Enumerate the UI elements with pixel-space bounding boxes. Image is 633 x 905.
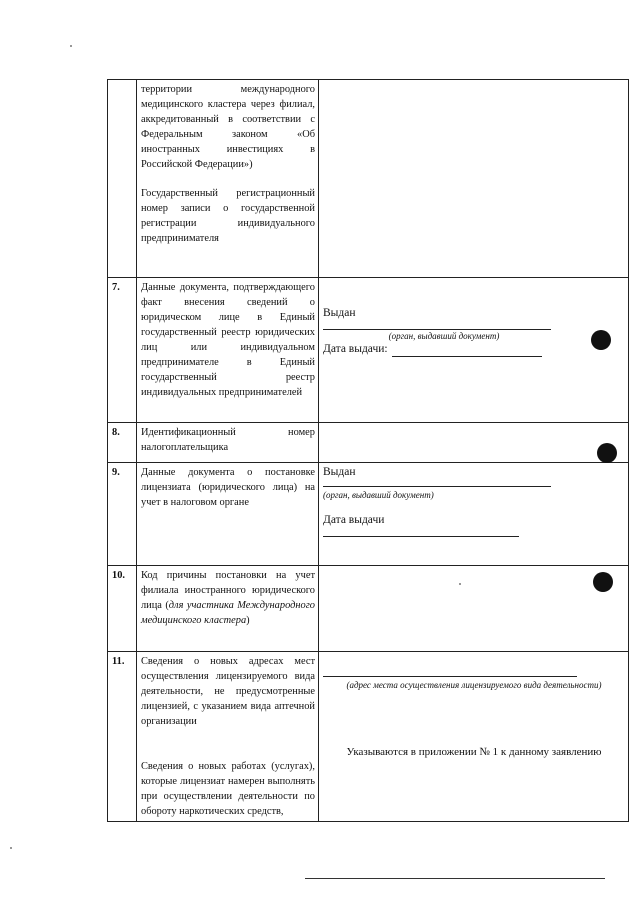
appendix-note: Указываются в приложении № 1 к данному заявлению: [346, 746, 602, 758]
date-label: Дата выдачи: [323, 514, 385, 526]
row-description: Данные документа, подтверждающего факт внесения сведений о юридическом лице в Единый государственный реестр юридических лиц или индивидуальном предпринимателе в Единый государственный реестр индивидуальных предпринимателей: [137, 278, 319, 423]
foreign-branch-text: территории международного медицинского кластера через филиал, аккредитованный в соответствии с Федеральным законом «Об иностранных инвестициях в Российской Федерации»): [141, 84, 315, 170]
row-value-cell[interactable]: [319, 566, 629, 652]
row-number: 7.: [108, 278, 137, 423]
address-input-line[interactable]: [323, 676, 577, 677]
date-input-line[interactable]: [323, 536, 519, 537]
row-number: 11.: [108, 652, 137, 822]
new-addresses-text: Сведения о новых адресах мест осуществления лицензируемого вида деятельности, не предусмотренные лицензией, с указанием вида аптечной организации: [141, 656, 315, 727]
issued-label: Выдан: [323, 466, 356, 478]
scan-speck: [70, 45, 72, 47]
scan-speck: [459, 583, 461, 585]
application-form-table: [107, 79, 629, 822]
row-number: [108, 80, 137, 278]
row-description: [137, 80, 319, 278]
scan-speck: [10, 847, 12, 849]
row-description: [137, 652, 319, 822]
kpp-cluster-note: для участника Международного медицинского кластера: [141, 600, 315, 626]
row-value-cell: [319, 463, 629, 566]
punch-hole-mark: [591, 330, 611, 350]
ogrnip-label: Государственный регистрационный номер записи о государственной регистрации индивидуального предпринимателя: [141, 188, 315, 244]
table-row: [108, 423, 629, 463]
date-input-line[interactable]: [392, 344, 542, 357]
row-value-cell[interactable]: [319, 80, 629, 278]
issuer-input-line[interactable]: [323, 486, 551, 487]
row-number: 8.: [108, 423, 137, 463]
issuer-hint: (орган, выдавший документ): [323, 490, 434, 500]
table-row: [108, 80, 629, 278]
address-hint: (адрес места осуществления лицензируемого вида деятельности): [346, 680, 602, 690]
table-row: [108, 652, 629, 822]
row-value-cell: [319, 278, 629, 423]
row-number: 9.: [108, 463, 137, 566]
new-works-text: Сведения о новых работах (услугах), которые лицензиат намерен выполнять при осуществлении деятельности по обороту наркотических средств,: [141, 761, 315, 817]
issued-label: Выдан: [323, 307, 356, 319]
punch-hole-mark: [597, 443, 617, 463]
kpp-branch-text: Код причины постановки на учет филиала иностранного юридического лица (: [141, 570, 315, 611]
issuer-hint: (орган, выдавший документ): [388, 331, 500, 341]
date-label: Дата выдачи:: [323, 343, 388, 355]
row-description: Идентификационный номер налогоплательщика: [137, 423, 319, 463]
punch-hole-mark: [593, 572, 613, 592]
table-row: [108, 463, 629, 566]
row-number: 10.: [108, 566, 137, 652]
row-description: Код причины постановки на учет филиала иностранного юридического лица (для участника Международного медицинского кластера): [137, 566, 319, 652]
table-row: [108, 278, 629, 423]
row-value-cell[interactable]: [319, 423, 629, 463]
scan-artifact-line: [305, 878, 605, 879]
row-description: Данные документа о постановке лицензиата (юридического лица) на учет в налоговом органе: [137, 463, 319, 566]
row-value-cell: [319, 652, 629, 822]
table-row: [108, 566, 629, 652]
